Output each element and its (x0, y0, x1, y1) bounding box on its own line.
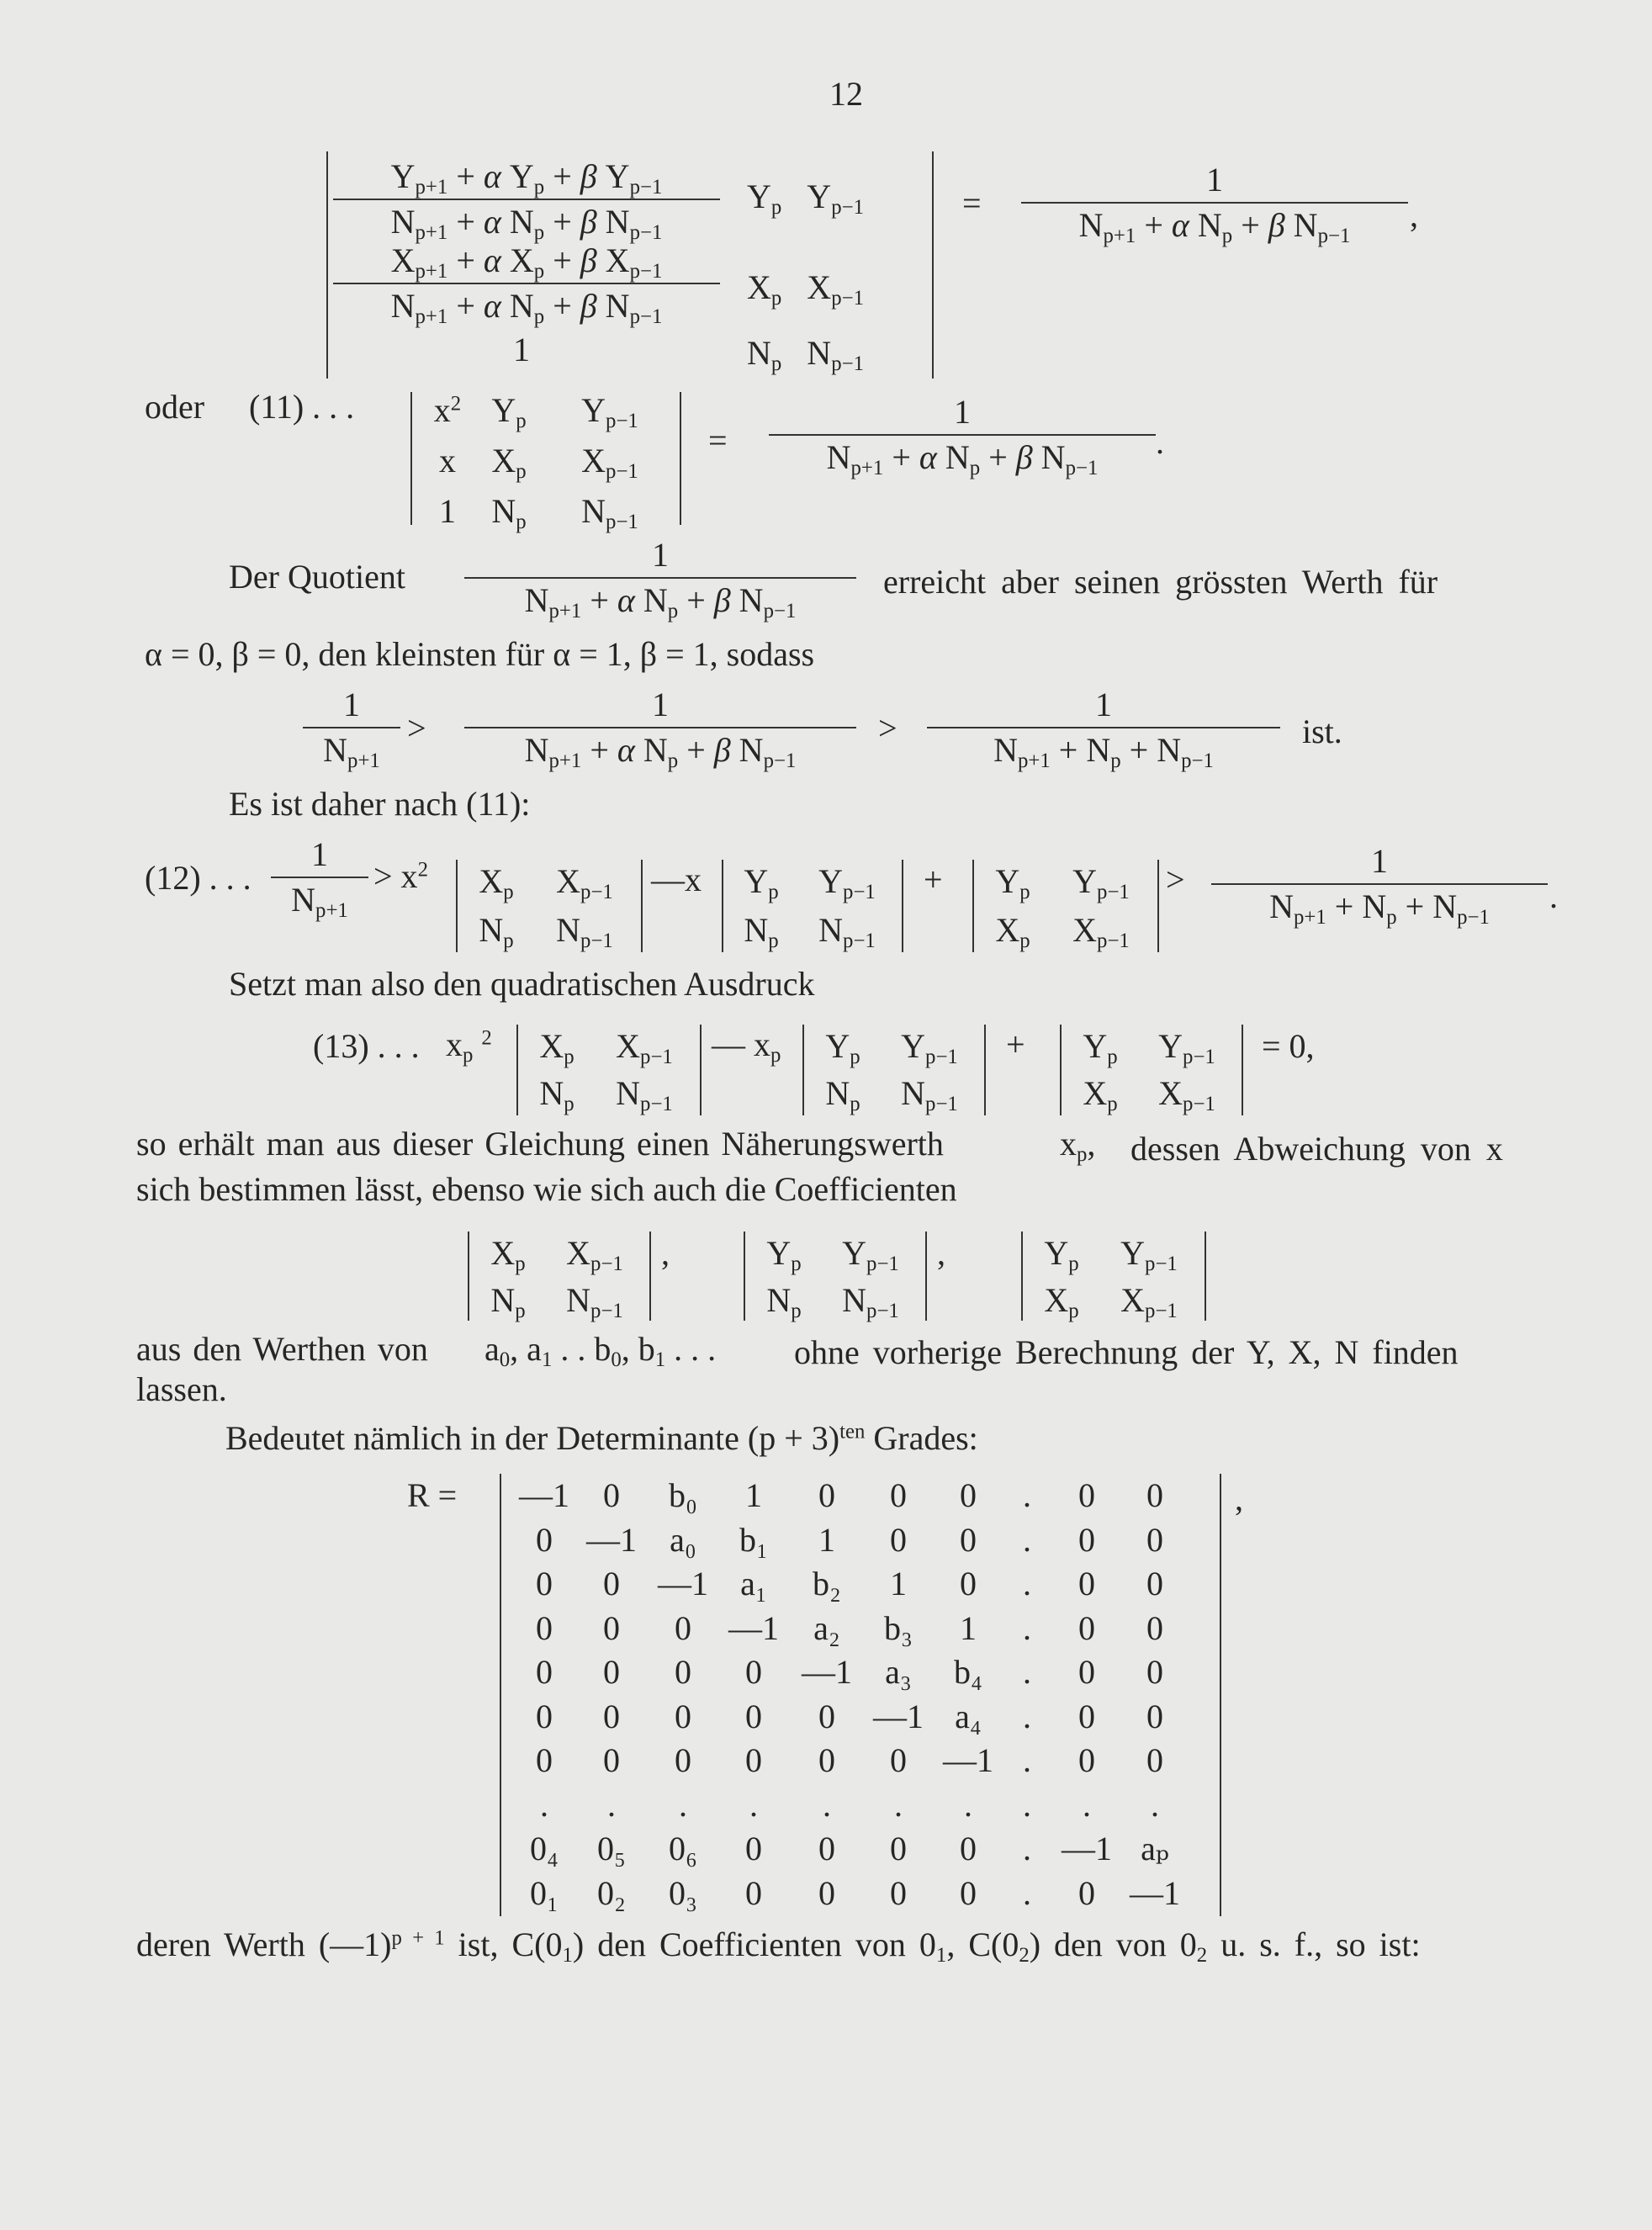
text-bedeutet: Bedeutet nämlich in der Determinante $(p + 3)^{ten}$ Grades: (225, 1419, 978, 1457)
matrix-cell: b₃ (884, 1608, 913, 1647)
matrix-cell: 0₃ (669, 1873, 697, 1912)
matrix-cell: 0 (745, 1697, 762, 1735)
greater-sign: > (878, 709, 897, 747)
matrix-cell: 0 (960, 1830, 977, 1867)
matrix-cell: a₂ (813, 1608, 840, 1647)
determinant-bar (1060, 1025, 1062, 1115)
fraction-ineq-b: 1 $N_{p+1} + \alpha$ $N_p + \beta$ $N_{p-1}$ (464, 688, 856, 767)
matrix-cell: 0 (960, 1565, 977, 1602)
fraction-x: $X_{p+1} + \alpha$ $X_p + \beta$ $X_{p-1}$ $N_{p+1} + \alpha$ $N_p + \beta$ $N_{p-1}$ (333, 244, 720, 323)
matrix-cell: 0 (1146, 1608, 1163, 1647)
determinant-yx: $Y_p$ $Y_{p-1}$ $X_p$ $X_{p-1}$ (995, 862, 1130, 952)
equals-zero: = 0, (1262, 1027, 1315, 1065)
matrix-cell: b₁ (739, 1520, 768, 1559)
matrix-cell: 0 (960, 1476, 977, 1514)
determinant-bar-right (680, 392, 681, 525)
matrix-cell: —1 (873, 1697, 924, 1735)
matrix-cell: 0 (890, 1873, 907, 1912)
matrix-cell: 0 (675, 1741, 691, 1779)
fraction-12-right: 1 $N_{p+1} + N_p + N_{p-1}$ (1211, 845, 1548, 924)
matrix-cell: . (607, 1785, 616, 1824)
matrix-cell: 0 (890, 1741, 907, 1779)
matrix-cell: 0 (603, 1608, 620, 1647)
determinant-bar (700, 1025, 702, 1115)
equation-label-13: (13) . . . (313, 1027, 420, 1065)
xp-squared: $x_p$ $^2$ (446, 1025, 492, 1067)
fraction-result-11: 1 $N_{p+1} + \alpha$ $N_p + \beta$ $N_{p-1}$ (769, 395, 1156, 474)
matrix-cell: aₚ (1141, 1830, 1169, 1867)
matrix-cell: 0 (603, 1476, 620, 1514)
matrix-bar-left (500, 1474, 501, 1916)
matrix-cell: 0 (818, 1873, 835, 1912)
matrix-cell: 0 (1078, 1565, 1095, 1602)
determinant-bar-left (326, 151, 328, 379)
matrix-cell: 0 (1146, 1741, 1163, 1779)
plus-sign: + (1006, 1025, 1025, 1063)
matrix-cell: 0 (1078, 1520, 1095, 1559)
matrix-cell: 0 (1078, 1608, 1095, 1647)
matrix-cell: 0₂ (597, 1873, 626, 1912)
matrix-cell: . (1023, 1785, 1031, 1824)
greater-sign: > (1166, 861, 1185, 898)
comma: , (661, 1234, 670, 1272)
period: . (1549, 877, 1558, 915)
matrix-cell: 0 (1146, 1476, 1163, 1514)
determinant-13-yn: $Y_p$ $Y_{p-1}$ $N_p$ $N_{p-1}$ (825, 1027, 958, 1115)
matrix-cell: 0 (1146, 1653, 1163, 1691)
text-alpha-line: α = 0, β = 0, den kleinsten für α = 1, β = 1, sodass (145, 635, 815, 673)
determinant-bar (1021, 1232, 1023, 1321)
text-ist: ist. (1302, 712, 1342, 750)
matrix-cell: 0 (536, 1741, 553, 1779)
matrix-cell: . (823, 1785, 831, 1824)
matrix-cell: a₃ (885, 1653, 912, 1691)
matrix-cell: 0 (1146, 1565, 1163, 1602)
matrix-cell: —1 (519, 1476, 569, 1514)
matrix-cell: b₂ (813, 1565, 841, 1602)
text-sich: sich bestimmen lässt, ebenso wie sich auch die Coefficienten (136, 1170, 957, 1208)
determinant-bar (1242, 1025, 1243, 1115)
determinant-bar (902, 860, 903, 952)
plus-sign: + (924, 861, 943, 898)
matrix-cell: 0 (890, 1520, 907, 1559)
fraction-12-left: 1 $N_{p+1}$ (271, 838, 368, 917)
matrix-cell: 0 (745, 1873, 762, 1912)
matrix-cell: . (1151, 1785, 1159, 1824)
matrix-cell: 0 (1078, 1697, 1095, 1735)
matrix-cell: a₄ (955, 1697, 982, 1735)
matrix-cell: 0 (818, 1697, 835, 1735)
determinant-11: $x^2$ $Y_p$ $Y_{p-1}$ x $X_p$ $X_{p-1}$ 1 $N_p$ $N_{p-1}$ (433, 391, 638, 533)
matrix-bar-right (1220, 1474, 1221, 1916)
comma: , (937, 1234, 945, 1272)
matrix-cell: 0₁ (530, 1873, 559, 1912)
comma: , (1410, 196, 1418, 234)
matrix-cell: —1 (802, 1653, 852, 1691)
determinant-bar (516, 1025, 518, 1115)
matrix-cell: 1 (890, 1565, 907, 1602)
matrix-cell: 0 (1146, 1520, 1163, 1559)
text-es-ist: Es ist daher nach (11): (229, 785, 531, 823)
determinant-bar (456, 860, 458, 952)
matrix-cell: . (749, 1785, 758, 1824)
determinant-13-yx: $Y_p$ $Y_{p-1}$ $X_p$ $X_{p-1}$ (1083, 1027, 1215, 1115)
fraction-ineq-c: 1 $N_{p+1} + N_p + N_{p-1}$ (927, 688, 1280, 767)
matrix-cell: 0 (536, 1520, 553, 1559)
matrix-cell: . (1023, 1565, 1031, 1602)
determinant-bar (649, 1232, 651, 1321)
greater-sign: > (407, 709, 426, 747)
matrix-cell: . (540, 1785, 548, 1824)
determinant-bar (1157, 860, 1159, 952)
matrix-cell: 0₄ (530, 1830, 559, 1867)
matrix-cell: 0 (675, 1697, 691, 1735)
equation-label-12: (12) . . . (145, 859, 252, 897)
fraction-quotient: 1 $N_{p+1} + \alpha$ $N_p + \beta$ $N_{p-1}$ (464, 538, 856, 617)
determinant-bar (925, 1232, 927, 1321)
coefficient-list: $a_0$, $a_1$ . . $b_0$, $b_1$ . . . (484, 1330, 717, 1371)
matrix-cell: 1 (745, 1476, 762, 1514)
matrix-cell: 0 (960, 1873, 977, 1912)
matrix-cell: . (1023, 1873, 1031, 1912)
matrix-cell: 0 (745, 1741, 762, 1779)
text-so-erhaelt-b: dessen Abweichung von x (1130, 1130, 1503, 1168)
matrix-cell: 0 (603, 1741, 620, 1779)
matrix-cell: 0 (675, 1653, 691, 1691)
determinant-13-xn: $X_p$ $X_{p-1}$ $N_p$ $N_{p-1}$ (539, 1027, 673, 1115)
determinant-bar (984, 1025, 986, 1115)
period: . (1156, 423, 1164, 461)
fraction-ineq-a: 1 $N_{p+1}$ (303, 688, 400, 767)
matrix-cell: 1 (818, 1520, 835, 1559)
entry-yp: $Y_p$ $Y_{p-1}$ (747, 177, 864, 219)
equals-sign: = (962, 184, 982, 222)
coefficient-determinant-yx: $Y_p$ $Y_{p-1}$ $X_p$ $X_{p-1}$ (1044, 1234, 1178, 1322)
matrix-cell: 0 (745, 1830, 762, 1867)
matrix-cell: 0 (818, 1830, 835, 1867)
matrix-cell: 0 (818, 1476, 835, 1514)
entry-np: $N_p$ $N_{p-1}$ (747, 334, 864, 375)
matrix-cell: 0 (603, 1653, 620, 1691)
text-deren: deren Werth (—1)$^{p + 1}$ ist, $C(0_1)$ den Coefficienten von $0_1$, $C(0_2)$ den von $0_2$ u. s. f., so ist: (136, 1925, 1421, 1967)
matrix-cell: 0 (1078, 1653, 1095, 1691)
coefficient-determinant-yn: $Y_p$ $Y_{p-1}$ $N_p$ $N_{p-1}$ (766, 1234, 899, 1322)
matrix-cell: 0 (1078, 1741, 1095, 1779)
minus-x: —x (651, 861, 702, 898)
matrix-cell: . (1023, 1520, 1031, 1559)
page-number: 12 (829, 75, 863, 113)
coefficient-determinant-xn: $X_p$ $X_{p-1}$ $N_p$ $N_{p-1}$ (490, 1234, 623, 1322)
matrix-cell: 0 (603, 1565, 620, 1602)
text-aus-den: aus den Werthen von (136, 1330, 428, 1368)
determinant-bar (744, 1232, 745, 1321)
matrix-cell: . (1023, 1476, 1031, 1514)
matrix-cell: 0₆ (669, 1830, 697, 1867)
matrix-cell: b₀ (669, 1476, 697, 1514)
matrix-r (515, 1476, 1188, 1920)
matrix-cell: 0 (603, 1697, 620, 1735)
determinant-bar (468, 1232, 469, 1321)
matrix-cell: a₁ (740, 1565, 767, 1602)
matrix-cell: —1 (658, 1565, 708, 1602)
matrix-cell: 0 (675, 1608, 691, 1647)
matrix-cell: 0 (536, 1697, 553, 1735)
matrix-cell: 0 (890, 1476, 907, 1514)
determinant-bar-left (410, 392, 412, 525)
matrix-cell: 0 (818, 1741, 835, 1779)
determinant-xn: $X_p$ $X_{p-1}$ $N_p$ $N_{p-1}$ (479, 862, 613, 952)
text-aus-den-b: ohne vorherige Berechnung der Y, X, N finden (794, 1333, 1459, 1371)
determinant-yn: $Y_p$ $Y_{p-1}$ $N_p$ $N_{p-1}$ (744, 862, 876, 952)
matrix-cell: . (1023, 1653, 1031, 1691)
matrix-cell: 0 (745, 1653, 762, 1691)
matrix-cell: 0 (1146, 1697, 1163, 1735)
matrix-cell: 0 (1078, 1873, 1095, 1912)
matrix-cell: . (1023, 1741, 1031, 1779)
equals-sign: = (708, 421, 728, 459)
matrix-cell: 0 (536, 1653, 553, 1691)
text-erreicht: erreicht aber seinen grössten Werth für (883, 563, 1438, 601)
matrix-cell: 0 (1078, 1476, 1095, 1514)
matrix-cell: . (964, 1785, 972, 1824)
text-setzt: Setzt man also den quadratischen Ausdruck (229, 965, 815, 1003)
fraction-result-1: 1 $N_{p+1} + \alpha$ $N_p + \beta$ $N_{p-1}$ (1021, 163, 1408, 242)
determinant-bar (1205, 1232, 1206, 1321)
matrix-cell: . (679, 1785, 687, 1824)
determinant-bar-right (932, 151, 934, 379)
entry-one: 1 (513, 331, 530, 368)
fraction-y: $Y_{p+1} + \alpha$ $Y_p + \beta$ $Y_{p-1}$ $N_{p+1} + \alpha$ $N_p + \beta$ $N_{p-1}$ (333, 160, 720, 239)
entry-xp: $X_p$ $X_{p-1}$ (747, 268, 864, 310)
determinant-bar (802, 1025, 804, 1115)
text-lassen: lassen. (136, 1370, 227, 1408)
matrix-cell: . (1023, 1697, 1031, 1735)
determinant-bar (722, 860, 723, 952)
matrix-cell: 0₅ (597, 1830, 626, 1867)
matrix-cell: 0 (890, 1830, 907, 1867)
matrix-cell: b₄ (954, 1653, 982, 1691)
matrix-cell: —1 (586, 1520, 637, 1559)
matrix-cell: . (894, 1785, 903, 1824)
greater-sign: > $x^2$ (373, 857, 428, 895)
matrix-cell: —1 (1130, 1873, 1180, 1912)
r-equals: R = (407, 1476, 458, 1514)
minus-xp: — $x_p$ (712, 1025, 781, 1067)
matrix-cell: a₀ (670, 1520, 696, 1559)
equation-label-11: (11) . . . (249, 388, 355, 426)
matrix-cell: —1 (728, 1608, 779, 1647)
text-so-erhaelt: so erhält man aus dieser Gleichung einen Näherungswerth (136, 1125, 944, 1163)
matrix-cell: —1 (1062, 1830, 1112, 1867)
symbol-xp: $x_p$, (1060, 1125, 1096, 1166)
matrix-cell: . (1023, 1830, 1031, 1867)
matrix-cell: 0 (960, 1520, 977, 1559)
matrix-cell: 1 (960, 1608, 977, 1647)
word-oder: oder (145, 388, 205, 426)
text-der-quotient: Der Quotient (229, 558, 405, 596)
matrix-cell: 0 (536, 1608, 553, 1647)
matrix-cell: . (1023, 1608, 1031, 1647)
determinant-bar (972, 860, 974, 952)
matrix-cell: 0 (536, 1565, 553, 1602)
comma: , (1235, 1480, 1243, 1518)
determinant-bar (641, 860, 643, 952)
matrix-cell: —1 (943, 1741, 993, 1779)
matrix-cell: . (1083, 1785, 1091, 1824)
